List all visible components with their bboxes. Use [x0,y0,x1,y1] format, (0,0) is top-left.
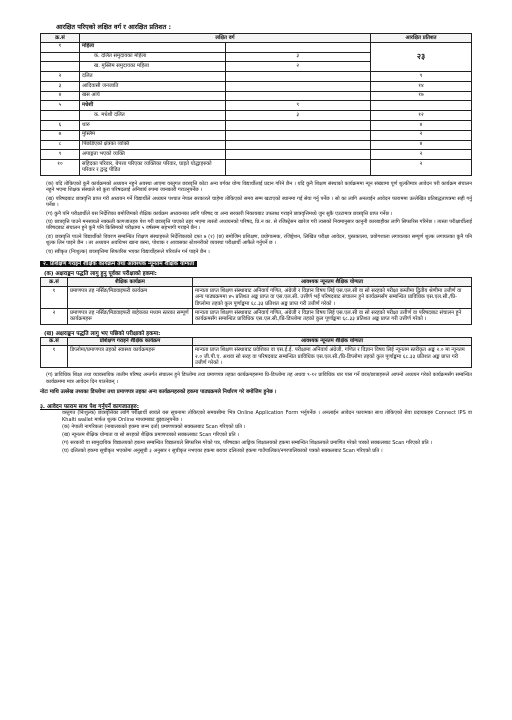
row-group: क. दलित समुदायका महिला [80,52,226,62]
row-count [225,160,371,175]
row-sn: ४ [41,91,80,101]
row-percent [371,101,472,111]
qualification-table-a [40,277,472,324]
row-sn: ३ [41,81,80,91]
row-group: क. मधेशी दलित [80,111,226,121]
row-count [225,140,371,150]
header-sn: क्र.सं [41,34,80,43]
header-percent: आरक्षित प्रतिशत [371,34,472,43]
row-sn: ८ [41,140,80,150]
reserved-table-title: आरक्षित परिएको लक्षित वर्ग र आरक्षित प्रतिशत : [56,23,172,31]
row-count: ९ [225,101,371,111]
note-ka: (क) यदि तोकिएको कुनै कार्यक्रमको अध्ययन नहुने अवस्था आएमा वस्तुगत छात्रवृत्ति कोटा अन्य वर्गका योग्य विद्यार्थीलाई प्रदान गरिने छैन । यदि कुनै शिक्षण संस्थाको कार्यक्रममा न्यून संख्यामा पूर्ण शुल्कीमात्र आवेदन परी कार्यक्रम संचालन नहुने भएमा शिक्षक संस्थाले सो कुरा परिषदलाई अनिवार्य रुपमा जानकारी गराउनुपर्नेछ । [46,180,472,194]
row-group: ख. मुस्लिम समुदायका महिला [80,62,226,72]
table-row [41,121,472,131]
row-percent: ४ [371,121,472,131]
section-2-title: २. प्रशिक्षण गराइने शैक्षिक कार्यक्रम तथा आवश्यक न्यूनतम शैक्षिक योग्यता [40,261,197,267]
note-ga: (ग) कुनै पनि परीक्षार्थीले यस निर्देशिका बमोजिमको शैक्षिक कार्यक्रम अध्ययनका लागि परिषद वा अन्य सरकारी निकायबाट उपलब्ध गराइने छात्रवृत्तिमध्ये जुन सुकै एउटामात्र छात्रवृत्ति प्राप्त गर्नेछ । [46,210,393,217]
document-item: (ख) न्यूनतम शैक्षिक योग्यता वा सो सरहको शैक्षिक प्रमाणपत्रको सक्कलबाट Scan गरिएको प्रति । [62,432,240,439]
table-row [41,91,472,101]
row-percent: १७ [371,91,472,101]
row-percent: ४ [371,140,472,150]
row-sn: १ [41,346,68,368]
table-row [41,42,472,52]
row-percent: २ [371,160,472,175]
table-header-row [41,34,472,43]
row-sn [41,62,80,72]
header-program: प्रशिक्षण गराइने शैक्षिक कार्यक्रम [68,337,193,346]
header-sn: क्र.सं [41,337,68,346]
row-count: ३ [225,52,371,62]
row-program: प्रमाणपत्र तह नर्सिङ/मिडवाइफरी बाहेकका मध्यम स्तरका सम्पूर्ण कार्यक्रमहरू [68,309,193,324]
header-group: लक्षित वर्ग [80,34,371,43]
reserved-groups-body [41,42,472,175]
section-3-intro: वस्तुगत (निःशुल्क) छात्रवृत्तिका लागि परीक्षार्थी स्वयंले यस सूचनामा तोकिएको समयसीमा भित्र Online Application Form भर्नुपर्नेछ । अनलाईन आवेदन फारामका साथ तोकिएको सेवा प्रदायकहरु Connect IPS वा Khalti wallet मार्फत शुल्क Online माध्यमबाट बुझाउनुपर्नेछ । [62,409,472,423]
row-percent: १४ [371,81,472,91]
note-gha: (घ) छात्रवृत्ति पाउने मनसायले नक्कली कागजातहरु पेश गरी छात्रवृत्ति पाएको ठहर भएमा त्यस्तो अध्ययनको परिषद, प्रि.न का. से रजिस्ट्रेसन खारेज गरी त्यसको नियमानुसार कानुनी कारबाहीका लागि सिफारिस गरिनेछ । त्यस्ता परीक्षार्थीलाई परिषदबाट संचालन हुने कुनै पनि किसिमको परीक्षामा ५ वर्षसम्म सहभागी गराइने छैन । [46,218,472,232]
header-sn: क्र.सं [41,278,68,287]
row-group: दलित [80,72,226,82]
row-count [225,72,371,82]
row-percent-merged: २३ [371,42,472,71]
row-percent: २ [371,130,472,140]
note-ga-section2 [40,372,472,386]
header-qualification: आवश्यक न्यूनतम शैक्षिक योग्यता [193,337,472,346]
table-header-row [41,278,472,287]
reserved-groups-table [40,33,472,176]
row-sn: १ [41,42,80,52]
table-row [41,111,472,121]
row-group: थारु [80,121,226,131]
row-qualification: मान्यता प्राप्त शिक्षण संस्थाबाट अनिवार्य गणित, अंग्रेजी र विज्ञान विषय लिई एस.एल.सी वा सो सरहको परीक्षा कम्तीमा द्वितीय श्रेणीमा उत्तीर्ण वा अन्य पाठ्यक्रममा ४५ प्रतिशत अङ्क प्राप्त वा एस.एल.सी. उत्तीर्ण भई परिषदबाट संचालन हुने कार्यक्रमसँग सम्बन्धित प्राविधिक एस.एल.सी./प्रि-डिप्लोमा तहको कुल पूर्णाङ्कमा ६८.३३ प्रतिशत अङ्क प्राप्त गरी उत्तीर्ण गरेको । [193,287,472,309]
row-percent: १२ [371,111,472,121]
row-sn [41,52,80,62]
document-item: (ग) सरकारी वा सामुदायिक विद्यालयको हकमा सम्बन्धित विद्यालयले सिफारिस गरेको पत्र, परिषदका आङ्गिक शिक्षालयको हकमा सम्बन्धित शिक्षालयले प्रमाणित गरेको पत्रको सक्कलबाट Scan गरिएको प्रति । [62,439,433,446]
note-ga-text: (ग) प्राविधिक शिक्षा तथा व्यावसायिक तालीम परिषद अन्तर्गत संचालन हुने डिप्लोमा तथा प्रमाणपत्र तहका कार्यक्रमहरूमा प्रि-डिप्लोमा तह अथवा ९-१२ प्राविधिक धार पास गर्ने छात्र/छात्राहरूले आफ्नो अध्ययन गरेको कार्यक्रमसँग सम्बन्धित कार्यक्रममा मात्र आवेदन दिन पाउनेछन् । [46,372,472,386]
bold-note: नोटः माथि उल्लेख तथ्यका डिप्लोमा तथा प्रमाणपत्र तहका अन्य कार्यक्रमहरुको हकमा पाठ्यक्रमले निर्धारण गरे बमोजिम हुनेछ । [40,388,277,395]
row-program: प्रमाणपत्र तह नर्सिङ/मिडवाइफरी कार्यक्रम [68,287,193,309]
row-group: मधेशी [80,101,226,111]
table-row [41,160,472,175]
section-3-body [40,410,472,455]
row-group: अपाङ्गता भएको व्यक्ति [80,150,226,160]
row-sn: ६ [41,121,80,131]
row-group: मुस्लिम [80,130,226,140]
row-count: ३ [225,111,371,121]
note-kha: (ख) परिषदबाट छात्रवृत्ति प्राप्त गरी अध्ययन गर्ने विद्यार्थीले अध्ययन पश्चात नेपाल सरकारले चाहेमा तोकिएको समय सम्म खटाएको स्थानमा गई सेवा गर्नु पर्नेछ । सो का लागि अनलाईन आवेदन फाराममा उल्लेखित प्रतिबद्धतापत्रमा सही गर्नु पर्नेछ । [46,195,472,209]
section-2-heading [40,259,472,267]
document-item: (घ) दलितको हकमा सूचीकृत भएकोमा अनुसूची ३ अनुसार र सूचीकृत नभएका हकमा बरावर दलितको हकमा गाउँपालिका/नगरपालिकाको पत्रको सक्कलबाट Scan गरिएको प्रति । [62,447,383,454]
table-header-row [41,337,472,346]
row-sn: २ [41,72,80,82]
row-group: पिछडिएको क्षेत्रका व्यक्ति [80,140,226,150]
row-count [225,150,371,160]
table-row [41,346,472,368]
row-sn: १० [41,160,80,175]
table-row [41,130,472,140]
row-group: सहिदका परिवार, बेपत्ता परिएका व्यक्तिका परिवार, घाइते योद्धाहरुको परिवार र द्वन्द्व पीडित [80,160,226,175]
header-qualification: आवश्यक न्यूनतम शैक्षिक योग्यता [193,278,472,287]
row-sn: ९ [41,150,80,160]
table-row [41,81,472,91]
row-count [225,130,371,140]
table-row [41,309,472,324]
section-2a-heading: (क) अक्षराङ्कन पद्धति लागु हुनु पूर्वका परीक्षाको हकमा: [44,271,157,278]
row-qualification: मान्यता प्राप्त शिक्षण संस्थाबाट प्रवेशिका वा एस.ई.ई. परीक्षामा अनिवार्य अंग्रेजी, गणित र विज्ञान विषय लिई न्यूनतम स्तरीकृत अङ्क २.० मा न्यूनतम २.० जी.पी.ए. अथवा सो सरह वा परिषदबाट सम्बन्धित प्राविधिक एस.एल.सी./प्रि-डिप्लोमा तहको कुल पूर्णाङ्कमा ६८.३३ प्रतिशत अङ्क प्राप्त गरी उत्तीर्ण गरेको । [193,346,472,368]
row-sn [41,111,80,121]
row-group: खस आर्य [80,91,226,101]
row-sn: ७ [41,130,80,140]
row-count: २ [225,62,371,72]
section-2b-heading: (ख) अक्षराङ्कन पद्धति लागु भए पछिको परीक्षाको हकमा: [44,330,161,337]
row-group: आदिवासी जनजाति [80,81,226,91]
row-sn: १ [41,287,68,309]
row-sn: २ [41,309,68,324]
table-row [41,72,472,82]
row-qualification: मान्यता प्राप्त शिक्षण संस्थाबाट अनिवार्य गणित, अंग्रेजी र विज्ञान विषय लिई एस.एल.सी वा सो सरहको परीक्षा उत्तीर्ण वा परिषदबाट संचालन हुने कार्यक्रमसँग सम्बन्धित प्राविधिक एस.एल.सी./प्रि-डिप्लोमा तहको कुल पूर्णाङ्कमा ६८.३३ प्रतिशत अङ्क प्राप्त गरी उत्तीर्ण गरेको । [193,309,472,324]
table-row [41,140,472,150]
row-count [225,81,371,91]
row-program: डिप्लोमा/प्रमाणपत्र तहको स्वास्थ्य कार्यक्रमहरू [68,346,193,368]
header-program: शैक्षिक कार्यक्रम [68,278,193,287]
notes-section [40,181,472,256]
document-item: (क) नेपाली नागरिकता (नाबालकको हकमा जन्म दर्ता) प्रमाणपत्रको सक्कलबाट Scan गरिएको प्रति । [62,424,246,431]
table-row [41,101,472,111]
section-3-title: ३. आवेदन फाराम साथ पेश गर्नुपर्ने कागजातहरु: [40,403,140,410]
note-cha: (च) स्वीकृत (निःशुल्क) छात्रवृत्तिमा सिफारिस भएका विद्यार्थीहरूले परिवर्तन गर्न पाइने छैन । [46,248,210,255]
row-count [225,121,371,131]
note-nga: (ङ) छात्रवृत्ति पाउने विद्यार्थीको विवरण सम्बन्धित शिक्षण संस्थाहरुले निर्देशिकाको दफा ७ (१) (छ) बमोजिम प्रशिक्षण, प्रयोगात्मक, रजिष्ट्रेशन, लिखित परीक्षा आवेदन, पुस्तकालय, प्रयोगशाला लगायतका सम्पूर्ण शुल्क लगायतका कुनै पनि शुल्क लिन पाइने छैन । तर अध्ययन अवधिभर खाना बस्ना, पोशाक र आवासका स्टेशनरीको व्यवस्था परीक्षार्थी आफैले गर्नुपर्ने छ । [46,233,472,247]
qualification-table-b [40,337,472,369]
row-count [225,42,371,52]
table-row [41,150,472,160]
section-3-heading [40,402,472,410]
row-group: महिला [80,42,226,52]
table-row [41,287,472,309]
row-percent: ९ [371,72,472,82]
row-sn: ५ [41,101,80,111]
row-percent: २ [371,150,472,160]
row-count [225,91,371,101]
